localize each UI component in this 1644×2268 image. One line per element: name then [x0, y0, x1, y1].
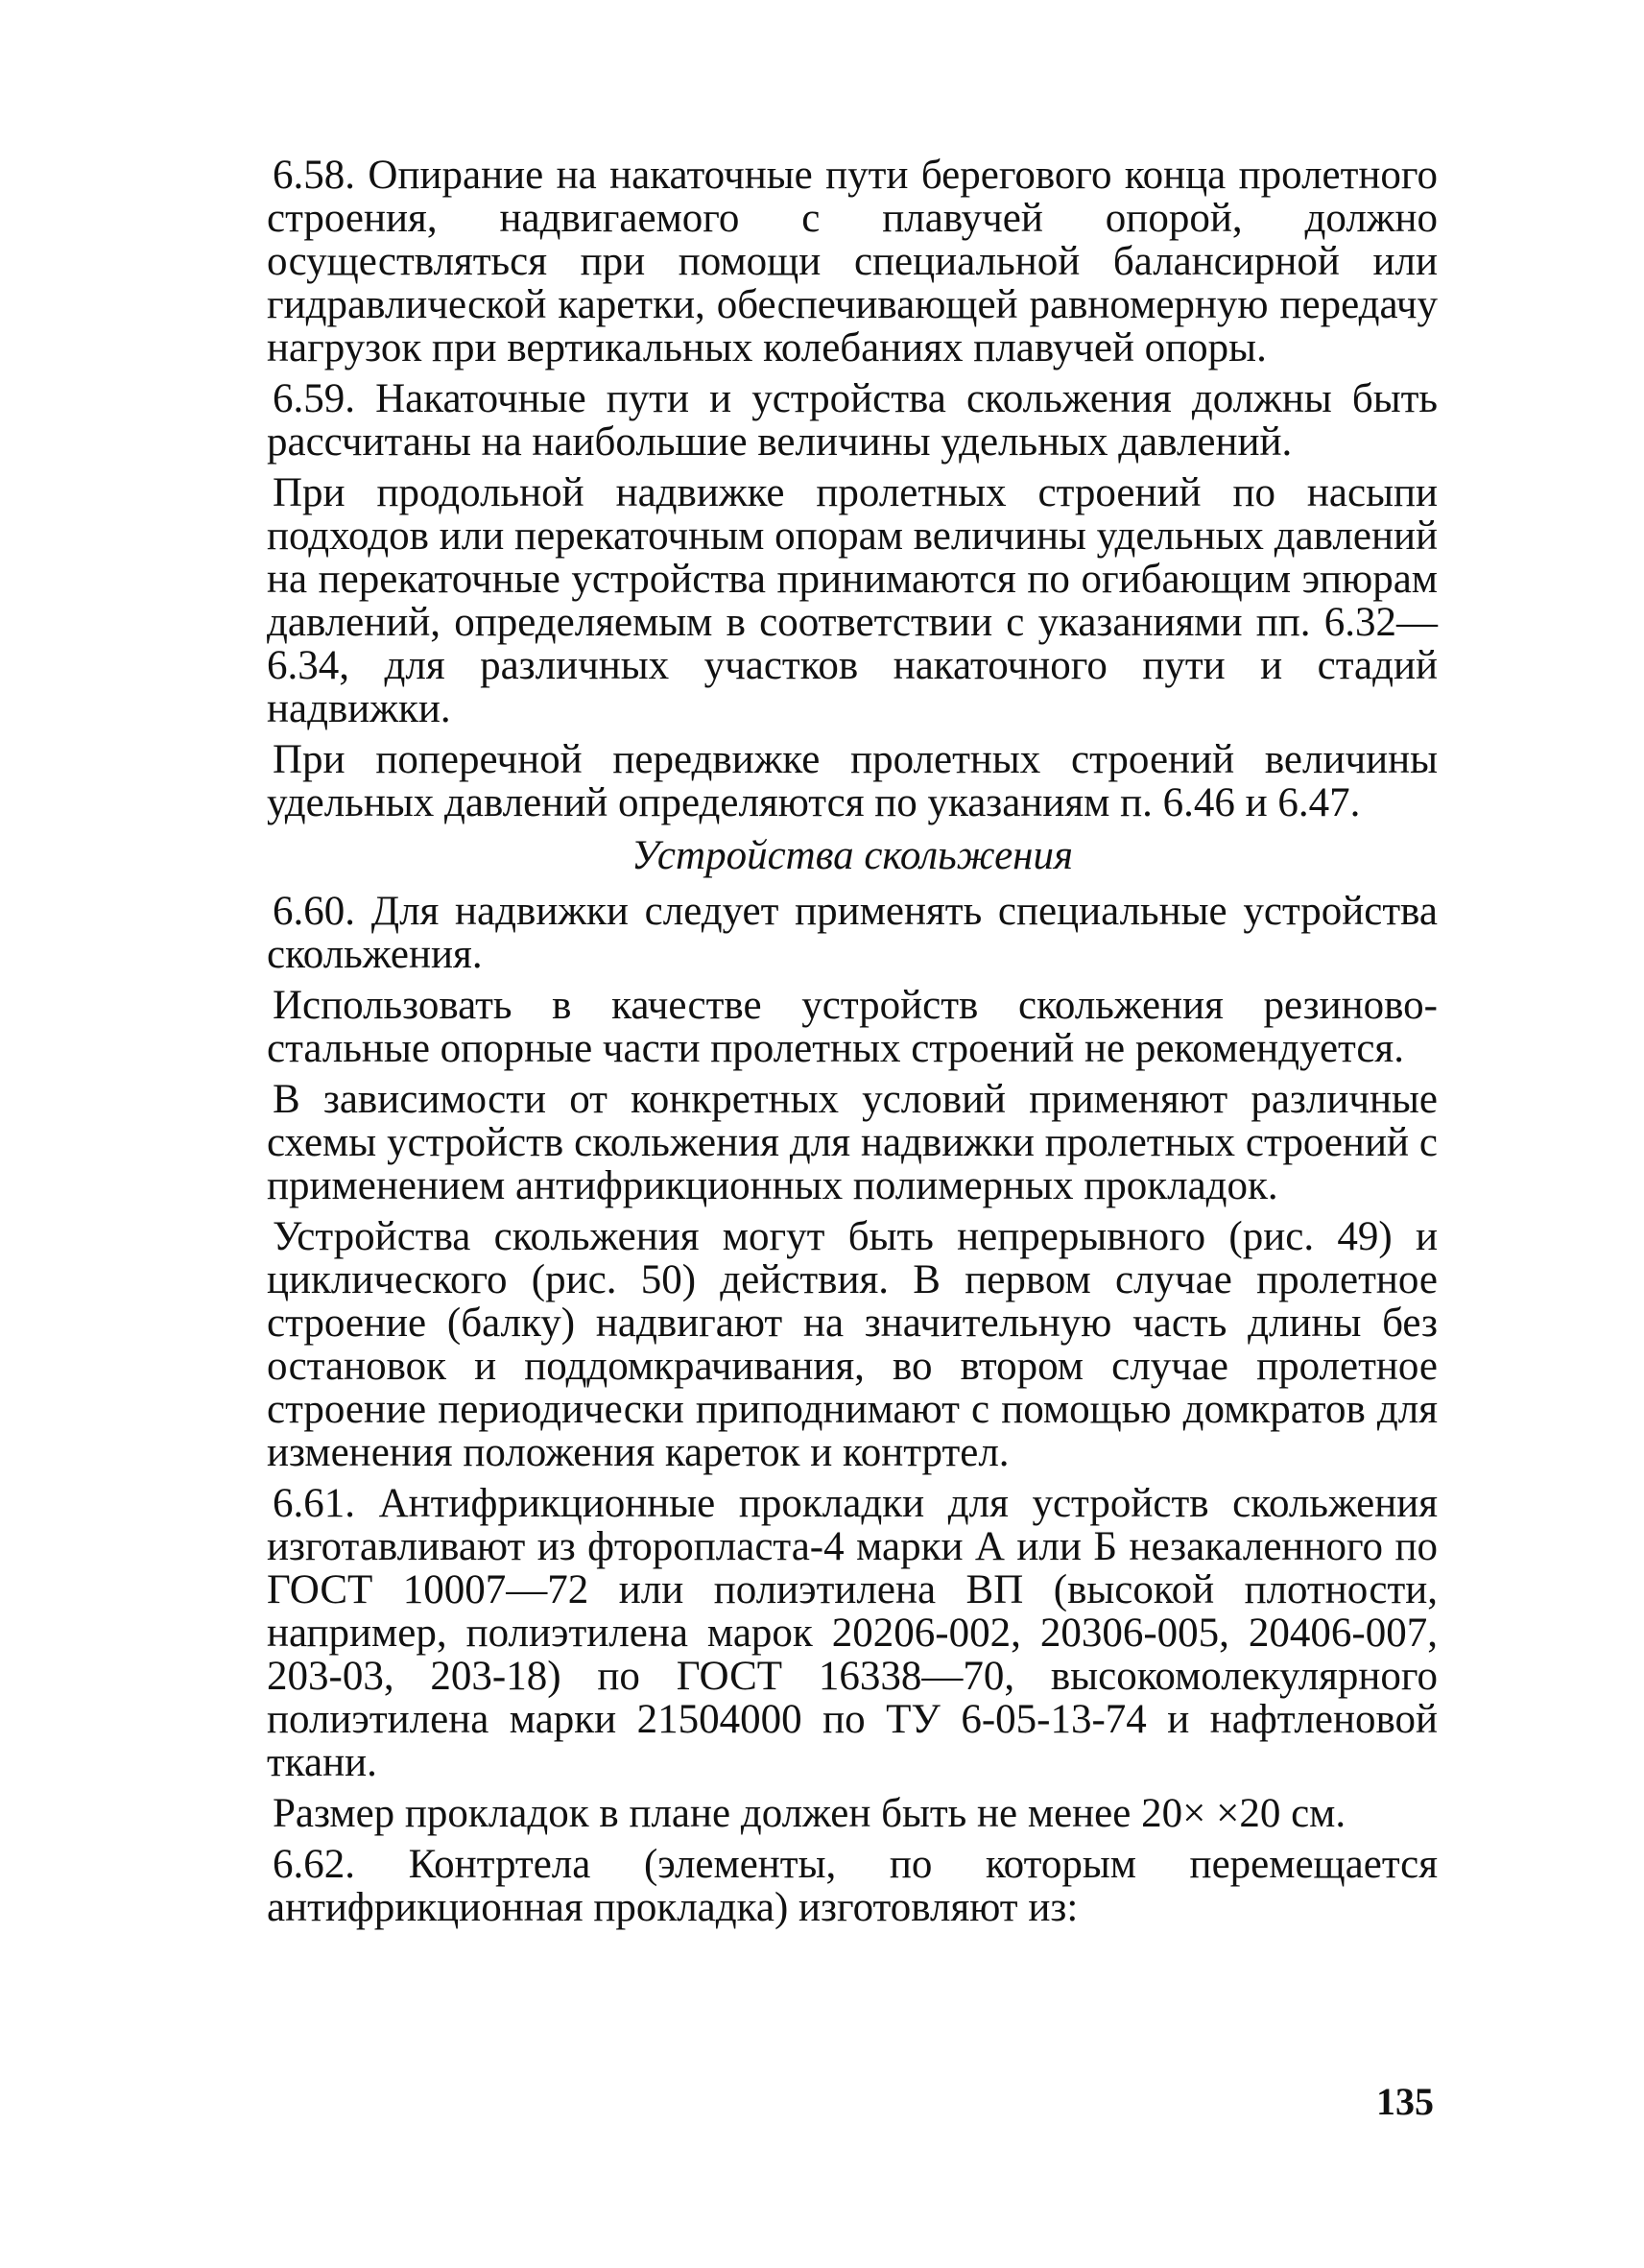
- paragraph-6-61: 6.61. Антифрикционные прокладки для устройств скольжения изготавливают из фторопласта-4 марки А или Б незакаленного по ГОСТ 10007—72 или полиэтилена ВП (высокой плотности, например, полиэтилена марок 20206-002, 20306-005, 20406-007, 203-03, 203-18) по ГОСТ 16338—70, высокомолекулярного полиэтилена марки 21504000 по ТУ 6-05-13-74 и нафтленовой ткани.: [267, 1481, 1438, 1785]
- page-number: 135: [1376, 2080, 1434, 2123]
- paragraph-rubber-steel: Использовать в качестве устройств скольжения резиново-стальные опорные части пролетных строений не рекомендуется.: [267, 983, 1438, 1071]
- body-text: [267, 154, 1438, 1937]
- section-heading: Устройства скольжения: [631, 833, 1073, 878]
- paragraph-continuous-cyclic: Устройства скольжения могут быть непрерывного (рис. 49) и циклического (рис. 50) действия. В первом случае пролетное строение (балку) надвигают на значительную часть длины без остановок и поддомкрачивания, во втором случае пролетное строение периодически приподнимают с помощью домкратов для изменения положения кареток и контртел.: [267, 1214, 1438, 1475]
- paragraph-6-59: 6.59. Накаточные пути и устройства скольжения должны быть рассчитаны на наибольшие величины удельных давлений.: [267, 376, 1438, 465]
- paragraph-schemes: В зависимости от конкретных условий применяют различные схемы устройств скольжения для надвижки пролетных строений с применением антифрикционных полимерных прокладок.: [267, 1077, 1438, 1208]
- paragraph-pad-size: Размер прокладок в плане должен быть не менее 20× ×20 см.: [273, 1791, 1346, 1836]
- paragraph-6-60: 6.60. Для надвижки следует применять специальные устройства скольжения.: [267, 889, 1438, 977]
- paragraph-6-58: 6.58. Опирание на накаточные пути берегового конца пролетного строения, надвигаемого с плавучей опорой, должно осуществляться при помощи специальной балансирной или гидравлической каретки, обеспечивающей равномерную передачу нагрузок при вертикальных колебаниях плавучей опоры.: [267, 153, 1438, 370]
- paragraph-longitudinal-launch: При продольной надвижке пролетных строений по насыпи подходов или перекаточным опорам величины удельных давлений на перекаточные устройства принимаются по огибающим эпюрам давлений, определяемым в соответствии с указаниями пп. 6.32—6.34, для различных участков накаточного пути и стадий надвижки.: [267, 470, 1438, 731]
- paragraph-transverse-shift: При поперечной передвижке пролетных строений величины удельных давлений определяются по указаниям п. 6.46 и 6.47.: [267, 737, 1438, 825]
- paragraph-6-62: 6.62. Контртела (элементы, по которым перемещается антифрикционная прокладка) изготовляют из:: [267, 1842, 1438, 1930]
